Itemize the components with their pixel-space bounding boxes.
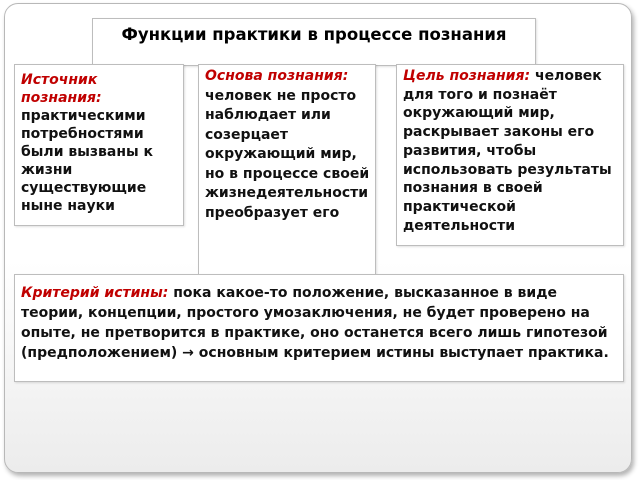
basis-box: [198, 64, 376, 294]
criterion-box: [14, 274, 624, 382]
source-heading: Источник познания:: [21, 72, 102, 106]
source-content: [21, 71, 179, 215]
basis-heading: Основа познания:: [205, 68, 349, 84]
source-text: практическими потребностями были вызваны к жизни существующие ныне науки: [21, 108, 154, 214]
slide-title: Функции практики в процессе познания: [121, 25, 507, 44]
goal-content: [403, 67, 619, 235]
criterion-heading: Критерий истины:: [21, 285, 169, 301]
criterion-text: пока какое-то положение, высказанное в виде теории, концепции, простого умозаключения, не будет проверено на опыте, не претворится в практике, оно останется всего лишь гипотезой (предположением) → основным критерием истины выступает практика.: [21, 285, 609, 361]
criterion-content: [21, 283, 615, 363]
goal-heading: Цель познания:: [403, 68, 531, 84]
goal-text: человек для того и познаёт окружающий мир, раскрывает законы его развития, чтобы использовать результаты познания в своей практической деятельности: [403, 68, 612, 234]
source-box: [14, 64, 184, 226]
basis-content: [205, 67, 371, 223]
basis-text: человек не просто наблюдает или созерцает окружающий мир, но в процессе своей жизнедеятельности преобразует его: [205, 87, 370, 221]
title-box: [92, 18, 536, 66]
goal-box: [396, 64, 624, 246]
